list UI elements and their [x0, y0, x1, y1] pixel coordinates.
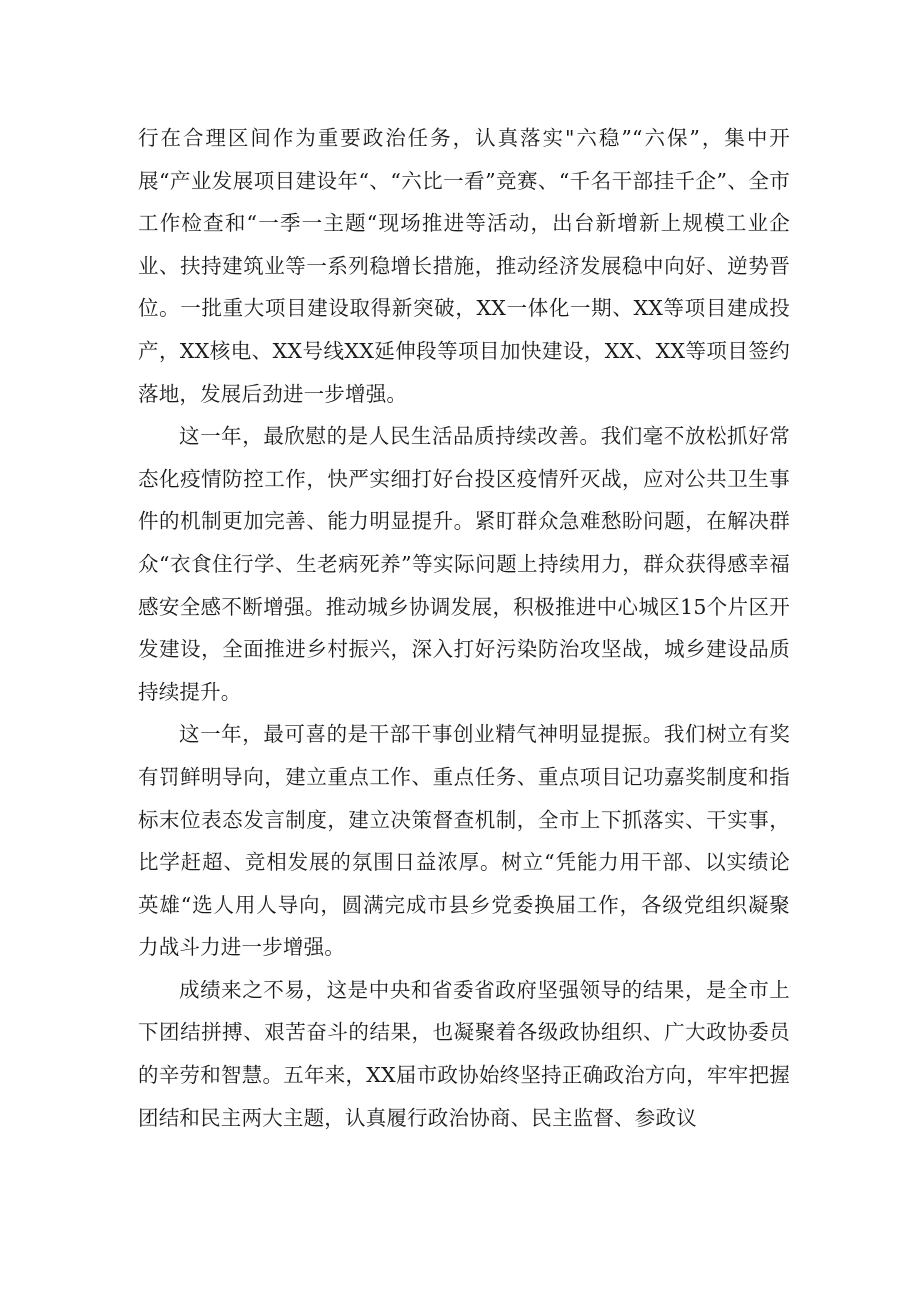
paragraph-cadres: 这一年，最可喜的是干部干事创业精气神明显提振。我们树立有奖有罚鲜明导向，建立重点工作、重点任务、重点项目记功嘉奖制度和指标末位表态发言制度，建立决策督查机制，全市上下抓落实、干实事，比学赶超、竞相发展的氛围日益浓厚。树立“凭能力用干部、以实绩论英雄“选人用人导向，圆满完成市县乡党委换届工作，各级党组织凝聚力战斗力进一步增强。	[138, 722, 790, 960]
paragraph-achievements: 成绩来之不易，这是中央和省委省政府坚强领导的结果，是全市上下团结拼搏、艰苦奋斗的结果，也凝聚着各级政协组织、广大政协委员的辛劳和智慧。五年来，XX届市政协始终坚持正确政治方向，牢牢把握团结和民主两大主题，认真履行政治协商、民主监督、参政议	[138, 977, 790, 1130]
body-text	[138, 117, 790, 1139]
paragraph-economy: 行在合理区间作为重要政治任务，认真落实"六稳”“六保”，集中开展“产业发展项目建设年“、“六比一看”竞赛、“千名干部挂千企”、全市工作检查和“一季一主题“现场推进等活动，出台新增新上规模工业企业、扶持建筑业等一系列稳增长措施，推动经济发展稳中向好、逆势晋位。一批重大项目建设取得新突破，XX一体化一期、XX等项目建成投产，XX核电、XX号线XX延伸段等项目加快建设，XX、XX等项目签约落地，发展后劲进一步增强。	[138, 126, 790, 406]
paragraph-livelihood: 这一年，最欣慰的是人民生活品质持续改善。我们毫不放松抓好常态化疫情防控工作，快严实细打好台投区疫情歼灭战，应对公共卫生事件的机制更加完善、能力明显提升。紧盯群众急难愁盼问题，在解决群众“衣食住行学、生老病死养”等实际问题上持续用力，群众获得感幸福感安全感不断增强。推动城乡协调发展，积极推进中心城区15个片区开发建设，全面推进乡村振兴，深入打好污染防治攻坚战，城乡建设品质持续提升。	[138, 424, 790, 704]
